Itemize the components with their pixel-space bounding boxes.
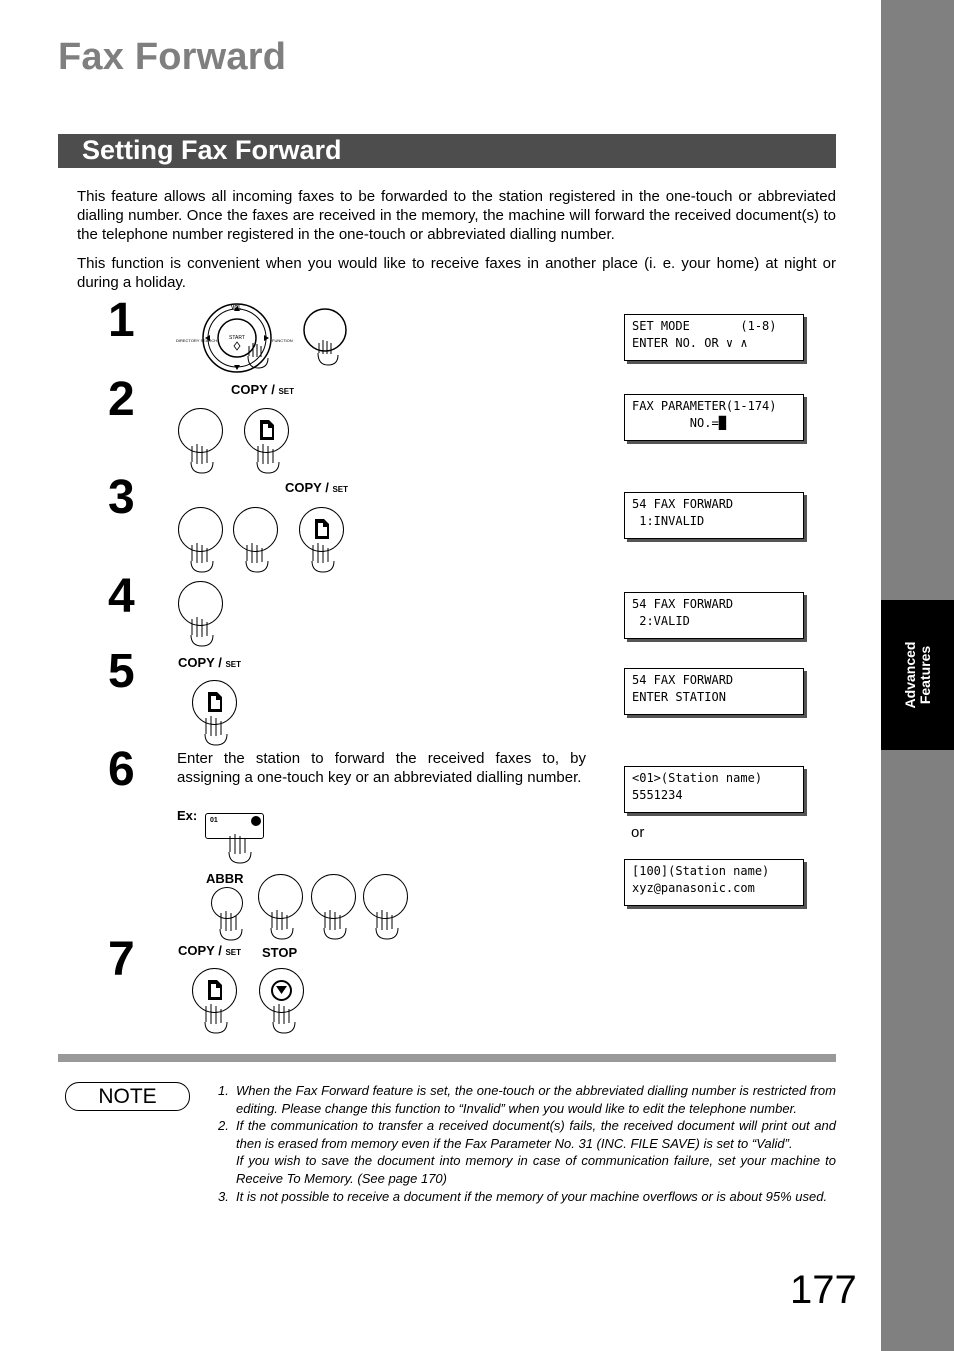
document-icon <box>205 979 225 1001</box>
one-touch-number: 01 <box>210 817 218 824</box>
lcd-display: FAX PARAMETER(1-174) NO.=█ <box>624 394 804 441</box>
pointing-hand-icon <box>202 716 230 746</box>
pointing-hand-icon <box>188 543 216 573</box>
chapter-tab-label: Advanced Features <box>901 641 933 709</box>
one-touch-indicator-icon <box>251 816 261 826</box>
lcd-display: SET MODE (1-8) ENTER NO. OR ∨ ∧ <box>624 314 804 361</box>
function-label: FUNCTION <box>272 338 293 343</box>
pointing-hand-icon <box>226 834 254 864</box>
pointing-hand-icon <box>268 910 296 940</box>
lcd-display: [100](Station name) xyz@panasonic.com <box>624 859 804 906</box>
example-label: Ex: <box>177 808 198 823</box>
lcd-display: 54 FAX FORWARD ENTER STATION <box>624 668 804 715</box>
note-item: 3. It is not possible to receive a document if the memory of your machine overflows or is about 95% used. <box>218 1188 828 1204</box>
stop-icon <box>270 979 293 1002</box>
step-number: 7 <box>108 933 135 986</box>
section-title: Setting Fax Forward <box>82 135 342 165</box>
step-number: 2 <box>108 373 135 426</box>
stop-label: STOP <box>262 945 298 960</box>
step-number: 6 <box>108 743 135 796</box>
step-number: 5 <box>108 645 135 698</box>
or-label: or <box>631 824 645 841</box>
intro-paragraph: This feature allows all incoming faxes to be forwarded to the station registered in the one-touch or abbreviated dialling number. Once the faxes are received in the memory, the machine will forward the received document(s) to the telephone number registered in the one-touch or abbreviated dialling number. <box>77 188 836 243</box>
copy-set-label: COPY / SET <box>285 480 349 495</box>
pointing-hand-icon <box>309 543 337 573</box>
section-header <box>58 134 836 168</box>
notes-list <box>218 1082 836 1205</box>
pointing-hand-icon <box>270 1004 298 1034</box>
pointing-hand-icon <box>243 543 271 573</box>
section-divider <box>58 1054 836 1062</box>
page-number: 177 <box>790 1268 857 1312</box>
chapter-tab[interactable] <box>881 600 954 750</box>
pointing-hand-icon <box>188 444 216 474</box>
copy-set-label: COPY / SET <box>178 943 242 958</box>
document-icon <box>312 518 332 540</box>
page-title: Fax Forward <box>58 36 287 78</box>
document-icon <box>205 691 225 713</box>
vol-label: VOL <box>231 305 242 311</box>
start-label: START <box>229 335 245 341</box>
note-badge: NOTE <box>65 1082 190 1111</box>
lcd-display: <01>(Station name) 5551234 <box>624 766 804 813</box>
copy-set-label: COPY / SET <box>231 382 295 397</box>
document-icon <box>257 419 277 441</box>
copy-set-label: COPY / SET <box>178 655 242 670</box>
note-item: 1. When the Fax Forward feature is set, the one-touch or the abbreviated dialling number is restricted from editing. Please change this function to “Invalid” when you would like to edit the telephone number. <box>218 1083 836 1116</box>
pointing-hand-icon <box>202 1004 230 1034</box>
pointing-hand-icon <box>254 444 282 474</box>
pointing-hand-icon <box>217 911 245 941</box>
step6-instruction: Enter the station to forward the received faxes to, by assigning a one-touch key or an abbreviated dialling number. <box>177 750 586 786</box>
step-number: 4 <box>108 570 135 623</box>
pointing-hand-icon <box>188 617 216 647</box>
navigation-dial-icon[interactable] <box>176 298 356 376</box>
pointing-hand-icon <box>373 910 401 940</box>
step-number: 3 <box>108 471 135 524</box>
pointing-hand-icon <box>321 910 349 940</box>
step-number: 1 <box>108 294 135 347</box>
lcd-display: 54 FAX FORWARD 1:INVALID <box>624 492 804 539</box>
abbr-label: ABBR <box>206 871 244 886</box>
directory-search-label: DIRECTORY SEARCH <box>176 338 218 343</box>
note-item: 2. If the communication to transfer a received document(s) fails, the received document will print out and then is erased from memory even if the Fax Parameter No. 31 (INC. FILE SAVE) is set to “Valid”. If you wish to save the document into memory in case of communication failure, set your machine to Receive To Memory. (See page 170) <box>218 1118 836 1186</box>
intro-paragraph: This function is convenient when you would like to receive faxes in another place (i. e. your home) at night or during a holiday. <box>77 255 836 291</box>
lcd-display: 54 FAX FORWARD 2:VALID <box>624 592 804 639</box>
